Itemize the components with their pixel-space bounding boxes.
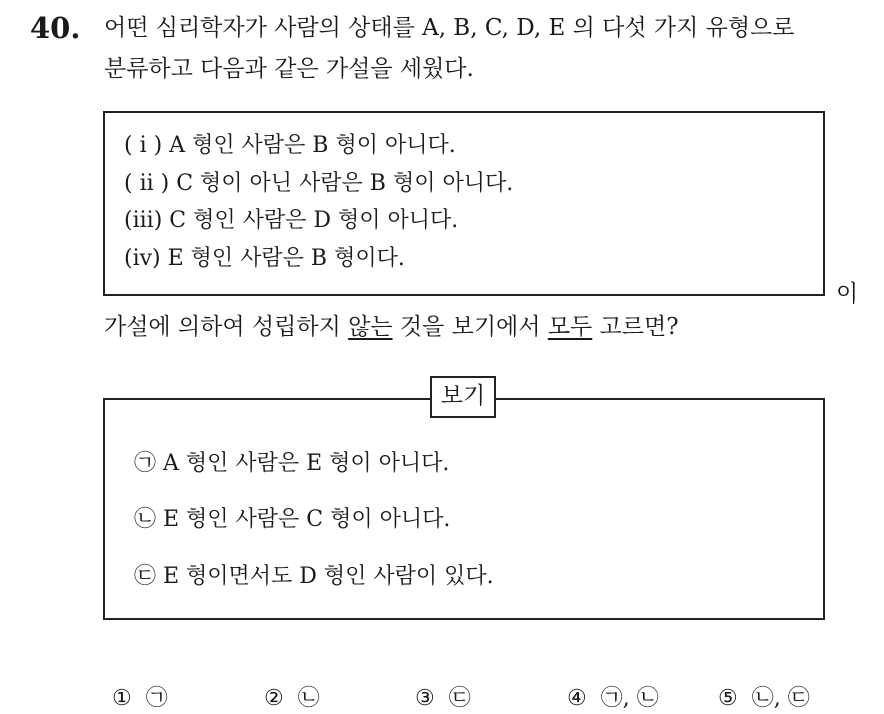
answer-choice-3[interactable]: [415, 684, 471, 714]
answer-choice-5[interactable]: [718, 684, 810, 714]
choice-number: ⑤: [718, 686, 738, 711]
question-number: 40.: [30, 11, 81, 45]
bogi-item-2: ㉡ E 형인 사람은 C 형이 아니다.: [134, 507, 451, 532]
answer-choice-2[interactable]: [264, 684, 320, 714]
choice-text: ㉠, ㉡: [600, 686, 659, 711]
hypothesis-1: ( i ) A 형인 사람은 B 형이 아니다.: [124, 133, 456, 158]
stem-text-b: 것을 보기에서: [392, 314, 548, 340]
choice-text: ㉡: [297, 686, 320, 711]
choice-number: ③: [415, 686, 435, 711]
stem-underlined-all: 모두: [547, 314, 593, 340]
hypothesis-2: ( ii ) C 형이 아닌 사람은 B 형이 아니다.: [124, 171, 514, 196]
hypothesis-3: (iii) C 형인 사람은 D 형이 아니다.: [124, 208, 459, 233]
answer-choice-4[interactable]: [567, 684, 659, 714]
choice-number: ①: [112, 686, 132, 711]
choice-number: ②: [264, 686, 284, 711]
stem-text-a: 가설에 의하여 성립하지: [104, 314, 349, 340]
question-stem-line-3: [104, 311, 679, 343]
choice-number: ④: [567, 686, 587, 711]
question-stem-line-1: 어떤 심리학자가 사람의 상태를 A, B, C, D, E 의 다섯 가지 유형으로: [104, 15, 795, 41]
answer-choice-1[interactable]: [112, 684, 168, 714]
bogi-label: 보기: [430, 376, 496, 418]
bogi-item-3: ㉢ E 형이면서도 D 형인 사람이 있다.: [134, 564, 494, 589]
choice-text: ㉢: [448, 686, 471, 711]
stem-text-c: 고르면?: [592, 314, 679, 340]
choice-text: ㉡, ㉢: [751, 686, 810, 711]
question-stem-line-2: 분류하고 다음과 같은 가설을 세웠다.: [104, 56, 474, 82]
question-stem-tail: 이: [836, 281, 859, 307]
stem-underlined-not: 않는: [348, 314, 393, 340]
bogi-item-1: ㉠ A 형인 사람은 E 형이 아니다.: [134, 451, 450, 476]
hypothesis-4: (iv) E 형인 사람은 B 형이다.: [124, 246, 405, 271]
choice-text: ㉠: [145, 686, 168, 711]
